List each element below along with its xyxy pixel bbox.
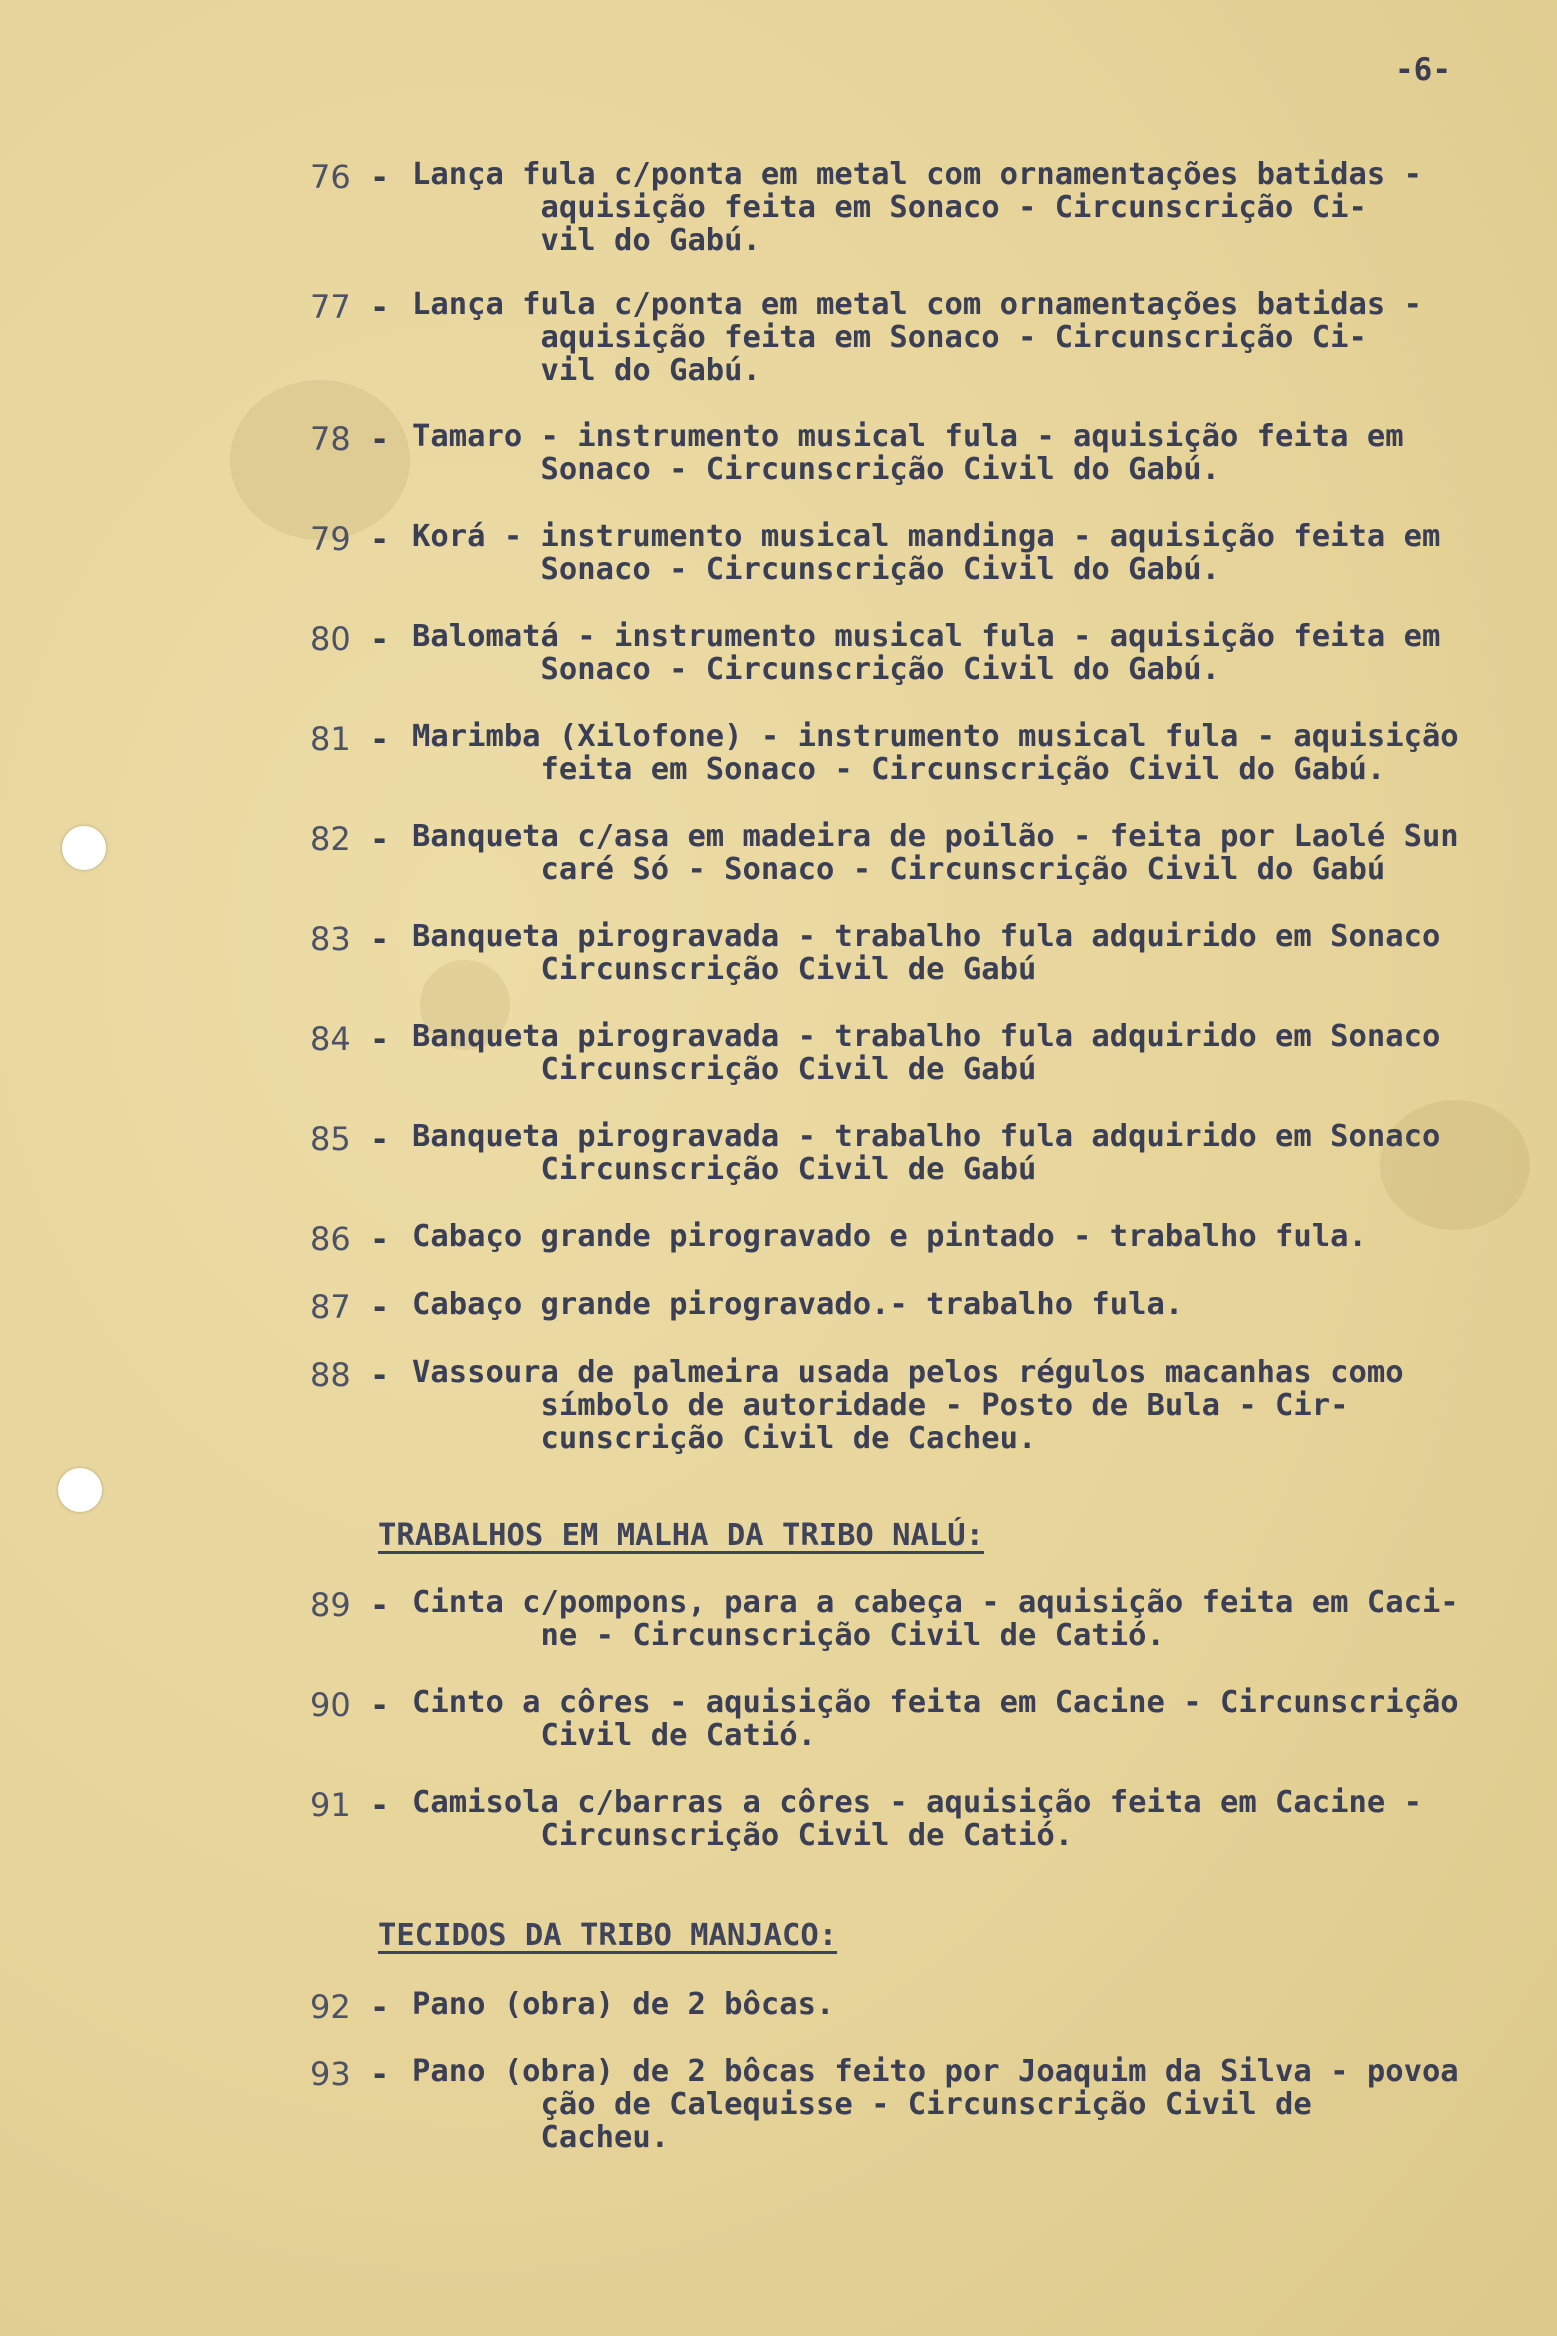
item-separator: - xyxy=(370,420,390,458)
item-separator: - xyxy=(370,920,390,958)
item-description: Banqueta pirogravada - trabalho fula adquirido em Sonaco Circunscrição Civil de Gabú xyxy=(412,919,1441,987)
item-description: Vassoura de palmeira usada pelos régulos macanhas como símbolo de autoridade - Posto de Bula - Cir- cunscrição Civil de Cacheu. xyxy=(412,1355,1404,1456)
item-number: 89 xyxy=(310,1586,351,1624)
item-description: Cinta c/pompons, para a cabeça - aquisição feita em Caci- ne - Circunscrição Civil de Catió. xyxy=(412,1585,1459,1653)
item-number: 88 xyxy=(310,1356,351,1394)
item-description: Pano (obra) de 2 bôcas feito por Joaquim da Silva - povoa ção de Calequisse - Circunscrição Civil de Cacheu. xyxy=(412,2054,1459,2155)
punch-hole-lower xyxy=(58,1468,102,1512)
item-description: Tamaro - instrumento musical fula - aquisição feita em Sonaco - Circunscrição Civil do Gabú. xyxy=(412,419,1404,487)
item-separator: - xyxy=(370,158,390,196)
item-description: Banqueta pirogravada - trabalho fula adquirido em Sonaco Circunscrição Civil de Gabú xyxy=(412,1119,1441,1187)
item-separator: - xyxy=(370,1120,390,1158)
item-description: Marimba (Xilofone) - instrumento musical fula - aquisição feita em Sonaco - Circunscrição Civil do Gabú. xyxy=(412,719,1459,787)
page-number: -6- xyxy=(1395,52,1451,88)
item-number: 80 xyxy=(310,620,351,658)
item-separator: - xyxy=(370,1686,390,1724)
punch-hole-upper xyxy=(62,826,106,870)
item-separator: - xyxy=(370,1586,390,1624)
item-number: 78 xyxy=(310,420,351,458)
item-description: Banqueta pirogravada - trabalho fula adquirido em Sonaco Circunscrição Civil de Gabú xyxy=(412,1019,1441,1087)
section-heading: TRABALHOS EM MALHA DA TRIBO NALÚ: xyxy=(378,1518,984,1553)
item-separator: - xyxy=(370,820,390,858)
item-number: 86 xyxy=(310,1220,351,1258)
item-separator: - xyxy=(370,1356,390,1394)
item-description: Korá - instrumento musical mandinga - aquisição feita em Sonaco - Circunscrição Civil do Gabú. xyxy=(412,519,1441,587)
item-number: 92 xyxy=(310,1988,351,2026)
item-number: 91 xyxy=(310,1786,351,1824)
item-separator: - xyxy=(370,520,390,558)
item-description: Balomatá - instrumento musical fula - aquisição feita em Sonaco - Circunscrição Civil do Gabú. xyxy=(412,619,1441,687)
paper-stain xyxy=(230,380,410,540)
item-separator: - xyxy=(370,2055,390,2093)
item-number: 85 xyxy=(310,1120,351,1158)
item-separator: - xyxy=(370,1988,390,2026)
item-separator: - xyxy=(370,1020,390,1058)
item-separator: - xyxy=(370,1288,390,1326)
item-number: 79 xyxy=(310,520,351,558)
item-number: 81 xyxy=(310,720,351,758)
item-number: 84 xyxy=(310,1020,351,1058)
item-separator: - xyxy=(370,720,390,758)
item-number: 77 xyxy=(310,288,351,326)
item-description: Camisola c/barras a côres - aquisição feita em Cacine - Circunscrição Civil de Catió. xyxy=(412,1785,1422,1853)
item-separator: - xyxy=(370,1786,390,1824)
item-separator: - xyxy=(370,620,390,658)
item-number: 76 xyxy=(310,158,351,196)
item-description: Cinto a côres - aquisição feita em Cacine - Circunscrição Civil de Catió. xyxy=(412,1685,1459,1753)
item-separator: - xyxy=(370,1220,390,1258)
item-number: 82 xyxy=(310,820,351,858)
item-description: Banqueta c/asa em madeira de poilão - feita por Laolé Sun caré Só - Sonaco - Circunscrição Civil do Gabú xyxy=(412,819,1459,887)
item-number: 83 xyxy=(310,920,351,958)
item-description: Cabaço grande pirogravado e pintado - trabalho fula. xyxy=(412,1219,1367,1254)
item-number: 90 xyxy=(310,1686,351,1724)
item-description: Cabaço grande pirogravado.- trabalho fula. xyxy=(412,1287,1184,1322)
item-description: Pano (obra) de 2 bôcas. xyxy=(412,1987,835,2022)
item-separator: - xyxy=(370,288,390,326)
item-number: 93 xyxy=(310,2055,351,2093)
item-description: Lança fula c/ponta em metal com ornamentações batidas - aquisição feita em Sonaco - Circunscrição Ci- vil do Gabú. xyxy=(412,157,1422,258)
section-heading: TECIDOS DA TRIBO MANJACO: xyxy=(378,1918,838,1953)
item-description: Lança fula c/ponta em metal com ornamentações batidas - aquisição feita em Sonaco - Circunscrição Ci- vil do Gabú. xyxy=(412,287,1422,388)
item-number: 87 xyxy=(310,1288,351,1326)
